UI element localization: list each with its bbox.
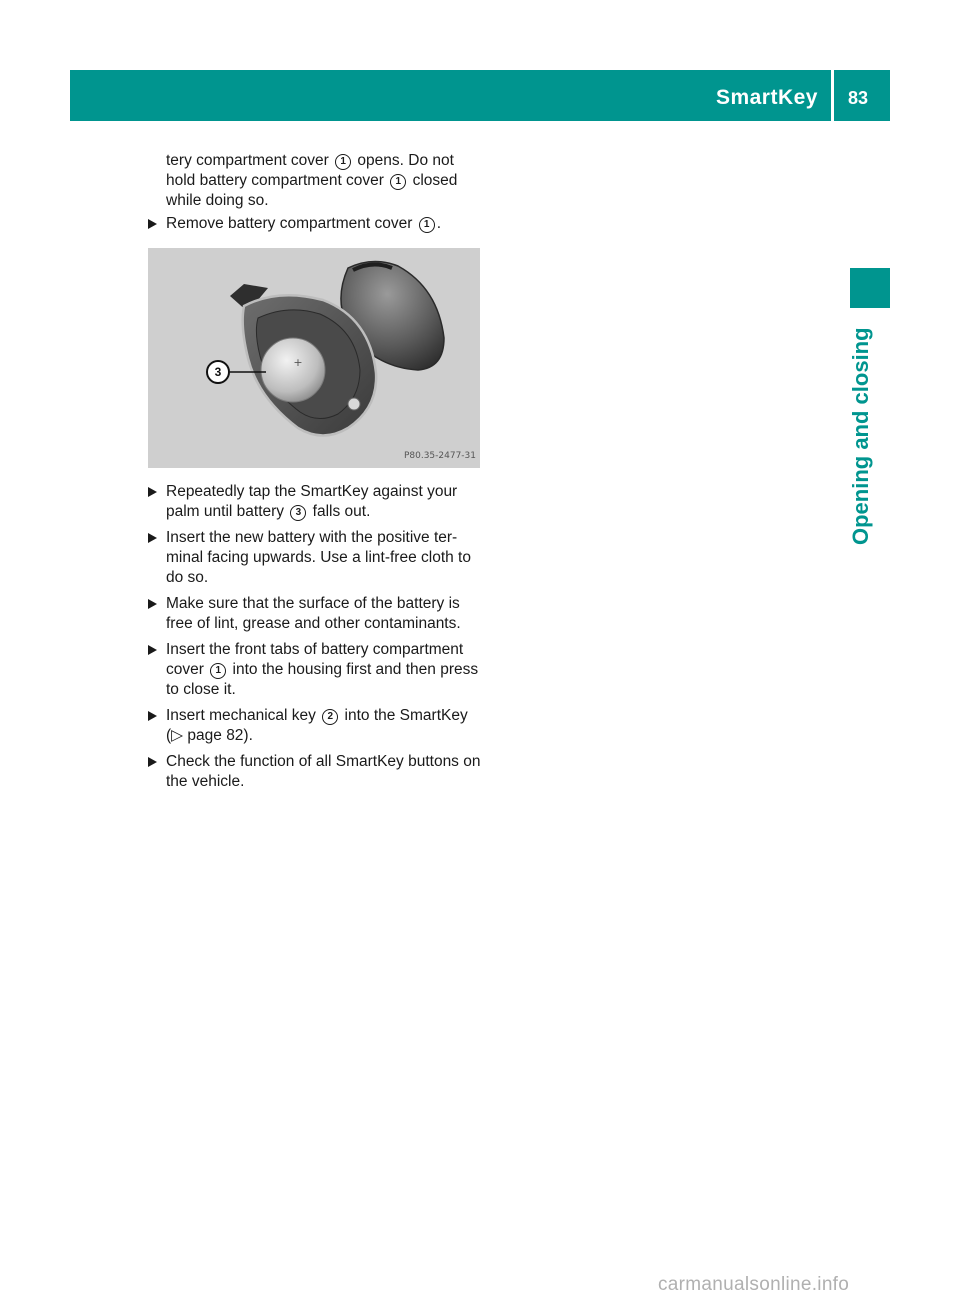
figure-code: P80.35-2477-31: [403, 451, 476, 461]
step-arrow-icon: [148, 487, 157, 497]
step-tap-smartkey: [148, 482, 484, 522]
step-text: Insert the front tabs of battery compartment cover: [166, 641, 464, 678]
step-arrow-icon: [148, 219, 157, 229]
side-tab-label: Opening and closing: [848, 327, 873, 545]
smartkey-battery-figure: [148, 248, 480, 468]
step-text: into the SmartKey (: [166, 707, 468, 744]
step-text: falls out.: [308, 503, 371, 520]
callout-1: 1: [390, 174, 406, 190]
section-title: SmartKey: [715, 86, 818, 109]
step-text: Repeatedly tap the SmartKey against your palm until battery: [166, 483, 458, 520]
main-content: [148, 151, 484, 798]
callout-1: 1: [335, 154, 351, 170]
figure-callout-3: 3: [214, 365, 222, 379]
step-arrow-icon: [148, 711, 157, 721]
step-text: into the housing first and then press to close it.: [166, 661, 479, 698]
intro-paragraph: [166, 151, 484, 211]
page-reference-link[interactable]: page 82).: [183, 727, 253, 744]
step-insert-key: [148, 706, 484, 746]
intro-text: opens. Do not hold battery compartment cover: [166, 152, 454, 189]
callout-2: 2: [322, 709, 338, 725]
callout-1: 1: [419, 217, 435, 233]
step-insert-battery: [148, 528, 484, 588]
intro-text: closed while doing so.: [166, 172, 458, 209]
step-text: Remove battery compartment cover: [166, 215, 417, 232]
step-check-buttons: [148, 752, 484, 792]
intro-text: tery compartment cover: [166, 152, 334, 169]
step-text: Insert mechanical key: [166, 707, 321, 724]
step-remove-cover: [148, 214, 484, 234]
header-divider: [831, 70, 834, 121]
smartkey-illustration: [148, 248, 480, 468]
step-insert-cover: [148, 640, 484, 700]
page-number: 83: [847, 88, 868, 108]
step-check-surface: [148, 594, 484, 634]
step-arrow-icon: [148, 645, 157, 655]
footer-watermark: carmanualsonline.info: [658, 1274, 850, 1295]
svg-text:+: +: [293, 356, 303, 369]
step-arrow-icon: [148, 599, 157, 609]
step-text: Check the function of all SmartKey buttons on the vehicle.: [166, 753, 481, 790]
step-arrow-icon: [148, 533, 157, 543]
callout-3: 3: [290, 505, 306, 521]
step-text: Insert the new battery with the positive ter-minal facing upwards. Use a lint-free cloth to do so.: [166, 529, 471, 586]
page-header: [70, 70, 890, 121]
page-reference-icon[interactable]: ▷: [171, 727, 184, 744]
step-arrow-icon: [148, 757, 157, 767]
step-text: Make sure that the surface of the battery is free of lint, grease and other contaminants.: [166, 595, 461, 632]
callout-1: 1: [210, 663, 226, 679]
step-text: .: [436, 215, 441, 232]
